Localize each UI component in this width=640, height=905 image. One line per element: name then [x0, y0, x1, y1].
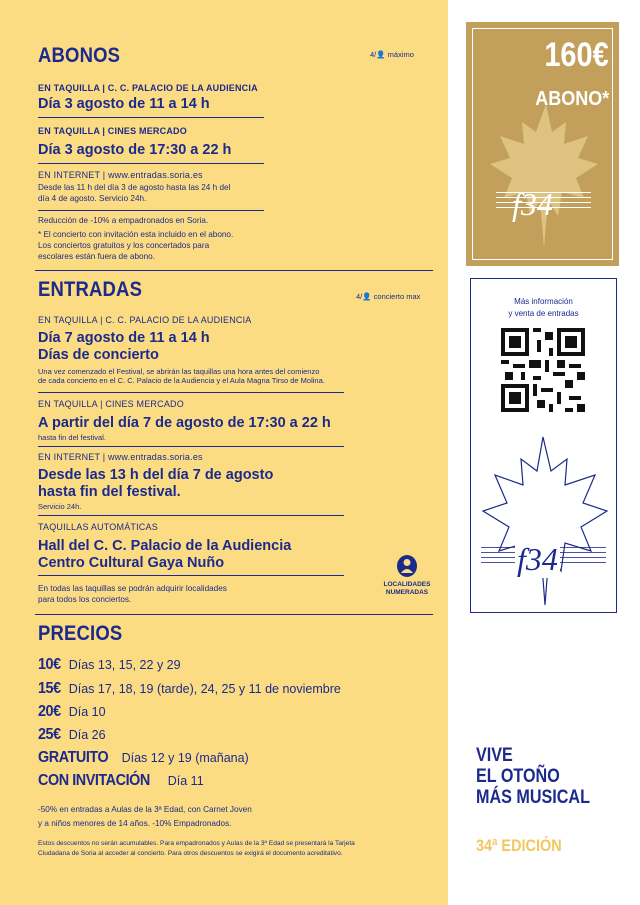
price-row [38, 726, 106, 744]
abono-price-card [466, 22, 619, 266]
divider [38, 446, 344, 447]
entradas-block3-header: EN INTERNET | www.entradas.soria.es [38, 452, 203, 462]
entradas-block1-small1: Una vez comenzado el Festival, se abrirán las taquillas una hora antes del comienzo [38, 367, 320, 376]
badge-line2: NUMERADAS [385, 589, 429, 596]
price-row [38, 680, 341, 698]
divider [38, 515, 344, 516]
entradas-block1-main1: Día 7 agosto de 11 a 14 h [38, 330, 210, 346]
abonos-block2-main: Día 3 agosto de 17:30 a 22 h [38, 142, 232, 158]
entradas-max-note: 4/👤 concierto max [356, 292, 421, 301]
slogan-line2: EL OTOÑO [476, 766, 560, 787]
slogan-line3: MÁS MUSICAL [476, 787, 590, 808]
festival-logo: f34 [512, 186, 553, 222]
entradas-footer2: para todos los conciertos. [38, 595, 132, 604]
festival-logo: f34 [517, 541, 558, 577]
entradas-block4-main1: Hall del C. C. Palacio de la Audiencia [38, 538, 292, 554]
precios-fine1: Estos descuentos no serán acumulables. Para empadronados y Aulas de la 3ª Edad se presentará la Tarjeta [38, 840, 355, 847]
entradas-block3-main2: hasta fin del festival. [38, 484, 181, 500]
info-text [471, 296, 616, 320]
precios-title: PRECIOS [38, 622, 123, 645]
precios-disc1: -50% en entradas a Aulas de la 3ª Edad, con Carnet Joven [38, 805, 252, 814]
price-text: Días 12 y 19 (mañana) [121, 751, 249, 765]
entradas-title: ENTRADAS [38, 278, 143, 301]
abono-price: 160€ [544, 36, 609, 74]
divider [38, 392, 344, 393]
price-value: 10€ [38, 656, 61, 673]
abonos-block2-header: EN TAQUILLA | CINES MERCADO [38, 126, 187, 136]
price-value: GRATUITO [38, 749, 109, 766]
abonos-discount: Reducción de -10% a empadronados en Soria. [38, 216, 209, 225]
section-divider [35, 614, 433, 615]
abono-label: ABONO* [534, 88, 609, 110]
abonos-block1-main: Día 3 agosto de 11 a 14 h [38, 96, 210, 112]
abonos-internet-line2: día 4 de agosto. Servicio 24h. [38, 194, 147, 203]
badge-line1: LOCALIDADES [383, 581, 431, 588]
maple-leaf-outline-icon [471, 419, 616, 609]
divider [38, 210, 264, 211]
price-row [38, 656, 181, 674]
abonos-note-line2: Los conciertos gratuitos y los concertados para [38, 241, 210, 250]
info-line2: y venta de entradas [508, 309, 579, 318]
precios-disc2: y a niños menores de 14 años. -10% Empadronados. [38, 819, 232, 828]
abonos-note-line1: * El concierto con invitación esta incluido en el abono. [38, 230, 234, 239]
divider [38, 117, 264, 118]
abonos-internet-header: EN INTERNET | www.entradas.soria.es [38, 170, 203, 180]
price-value: 15€ [38, 680, 61, 697]
entradas-block2-header: EN TAQUILLA | CINES MERCADO [38, 399, 184, 409]
abonos-title: ABONOS [38, 44, 121, 67]
price-value: 25€ [38, 726, 61, 743]
entradas-block3-small: Servicio 24h. [38, 502, 82, 511]
price-value: 20€ [38, 703, 61, 720]
price-text: Días 17, 18, 19 (tarde), 24, 25 y 11 de noviembre [68, 682, 341, 696]
qr-code-icon[interactable] [501, 328, 585, 412]
info-card [470, 278, 617, 613]
price-row [38, 772, 204, 790]
price-text: Día 26 [68, 728, 106, 742]
entradas-block4-header: TAQUILLAS AUTOMÁTICAS [38, 522, 158, 532]
section-divider [35, 270, 433, 271]
price-text: Día 11 [167, 774, 204, 788]
divider [38, 163, 264, 164]
person-icon [397, 555, 417, 577]
abonos-block1-header: EN TAQUILLA | C. C. PALACIO DE LA AUDIENCIA [38, 83, 258, 93]
price-row [38, 749, 249, 767]
abonos-internet-line1: Desde las 11 h del día 3 de agosto hasta las 24 h del [38, 183, 231, 192]
entradas-block2-main: A partir del día 7 de agosto de 17:30 a 22 h [38, 415, 331, 431]
entradas-block4-main2: Centro Cultural Gaya Nuño [38, 555, 225, 571]
precios-fine2: Ciudadana de Soria al acceder al concierto. Para otros descuentos se exigirá el documento acreditativo. [38, 850, 343, 857]
info-line1: Más información [514, 297, 573, 306]
edition-label: 34ª EDICIÓN [476, 836, 562, 855]
numbered-seats-badge [372, 581, 442, 597]
entradas-footer1: En todas las taquillas se podrán adquirir localidades [38, 584, 227, 593]
price-text: Día 10 [68, 705, 106, 719]
price-row [38, 703, 106, 721]
entradas-block1-header: EN TAQUILLA | C. C. PALACIO DE LA AUDIENCIA [38, 315, 252, 325]
entradas-block1-main2: Días de concierto [38, 347, 159, 363]
entradas-block2-small: hasta fin del festival. [38, 433, 106, 442]
abonos-max-note: 4/👤 máximo [370, 50, 414, 59]
abonos-note-line3: escolares están fuera de abono. [38, 252, 155, 261]
entradas-block1-small2: de cada concierto en el C. C. Palacio de la Audiencia y el Aula Magna Tirso de Molina. [38, 376, 325, 385]
slogan-line1: VIVE [476, 745, 513, 766]
price-value: CON INVITACIÓN [38, 772, 150, 789]
entradas-block3-main1: Desde las 13 h del día 7 de agosto [38, 467, 274, 483]
slogan [476, 745, 590, 808]
price-text: Días 13, 15, 22 y 29 [68, 658, 181, 672]
divider [38, 575, 344, 576]
